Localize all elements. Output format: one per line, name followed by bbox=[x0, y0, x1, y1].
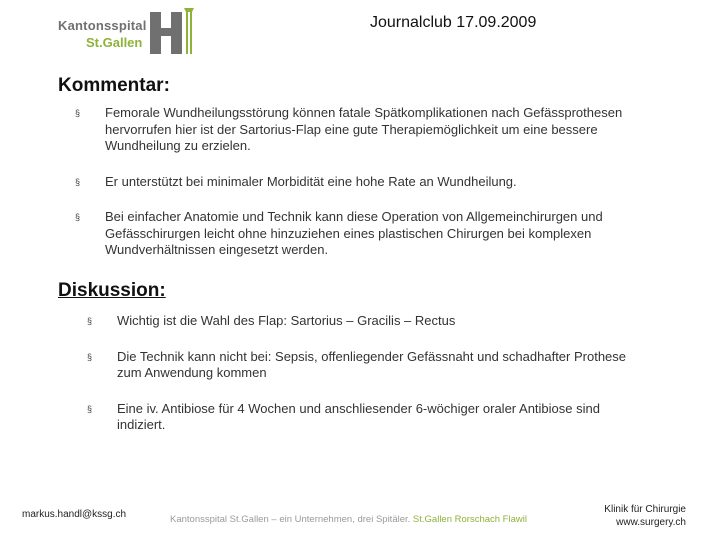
footer-tagline-prefix: Kantonsspital St.Gallen – ein Unternehmen, drei Spitäler. bbox=[170, 514, 411, 525]
footer-website-link[interactable]: www.surgery.ch bbox=[616, 517, 686, 528]
bullet-icon: § bbox=[75, 176, 81, 187]
kommentar-item-text: Er unterstützt bei minimaler Morbidität eine hohe Rate an Wundheilung. bbox=[105, 173, 517, 189]
kommentar-item-text: Femorale Wundheilungsstörung können fatale Spätkomplikationen nach Gefässprothesen hervorrufen hier ist der Sartorius-Flap eine gute Therapiemöglichkeit um eine bessere Wundheilung zu erzielen. bbox=[105, 105, 623, 153]
bullet-icon: § bbox=[87, 316, 93, 326]
diskussion-item-text: Wichtig ist die Wahl des Flap: Sartorius – Gracilis – Rectus bbox=[117, 313, 456, 328]
list-item bbox=[87, 400, 627, 434]
kommentar-heading: Kommentar: bbox=[58, 75, 170, 96]
footer-clinic-info bbox=[604, 503, 686, 529]
diskussion-list bbox=[87, 313, 627, 434]
logo-text-line1: Kantonsspital bbox=[58, 18, 147, 33]
diskussion-item-text: Eine iv. Antibiose für 4 Wochen und anschliesender 6-wöchiger oraler Antibiose sind indiziert. bbox=[117, 400, 600, 432]
footer-clinic-name: Klinik für Chirurgie bbox=[604, 504, 686, 515]
page-title: Journalclub 17.09.2009 bbox=[370, 14, 537, 31]
bullet-icon: § bbox=[75, 212, 81, 222]
footer-email-link[interactable]: markus.handl@kssg.ch bbox=[22, 509, 127, 520]
diskussion-item-text: Die Technik kann nicht bei: Sepsis, offenliegender Gefässnaht und schadhafter Prothese zum Anwendung kommen bbox=[117, 348, 627, 380]
logo-text-line2: St.Gallen bbox=[86, 35, 143, 50]
diskussion-heading: Diskussion: bbox=[58, 280, 166, 301]
bullet-icon: § bbox=[87, 403, 93, 414]
hospital-h-logo-icon bbox=[148, 6, 196, 56]
list-item bbox=[87, 313, 627, 330]
list-item bbox=[75, 173, 625, 191]
kommentar-item-text: Bei einfacher Anatomie und Technik kann diese Operation von Allgemeinchirurgen und Gefässchirurgen leicht ohne hinzuziehen eines plastischen Chirurgen bei komplexen Wundverhältnissen eingesetzt werden. bbox=[105, 209, 603, 257]
kommentar-list bbox=[75, 105, 625, 259]
list-item bbox=[75, 209, 625, 259]
bullet-icon: § bbox=[87, 351, 93, 362]
list-item bbox=[87, 348, 627, 382]
hospital-logo bbox=[58, 6, 208, 56]
list-item bbox=[75, 105, 625, 155]
footer-tagline-locations: St.Gallen Rorschach Flawil bbox=[412, 514, 527, 525]
bullet-icon: § bbox=[75, 108, 81, 118]
footer-tagline bbox=[170, 514, 527, 525]
